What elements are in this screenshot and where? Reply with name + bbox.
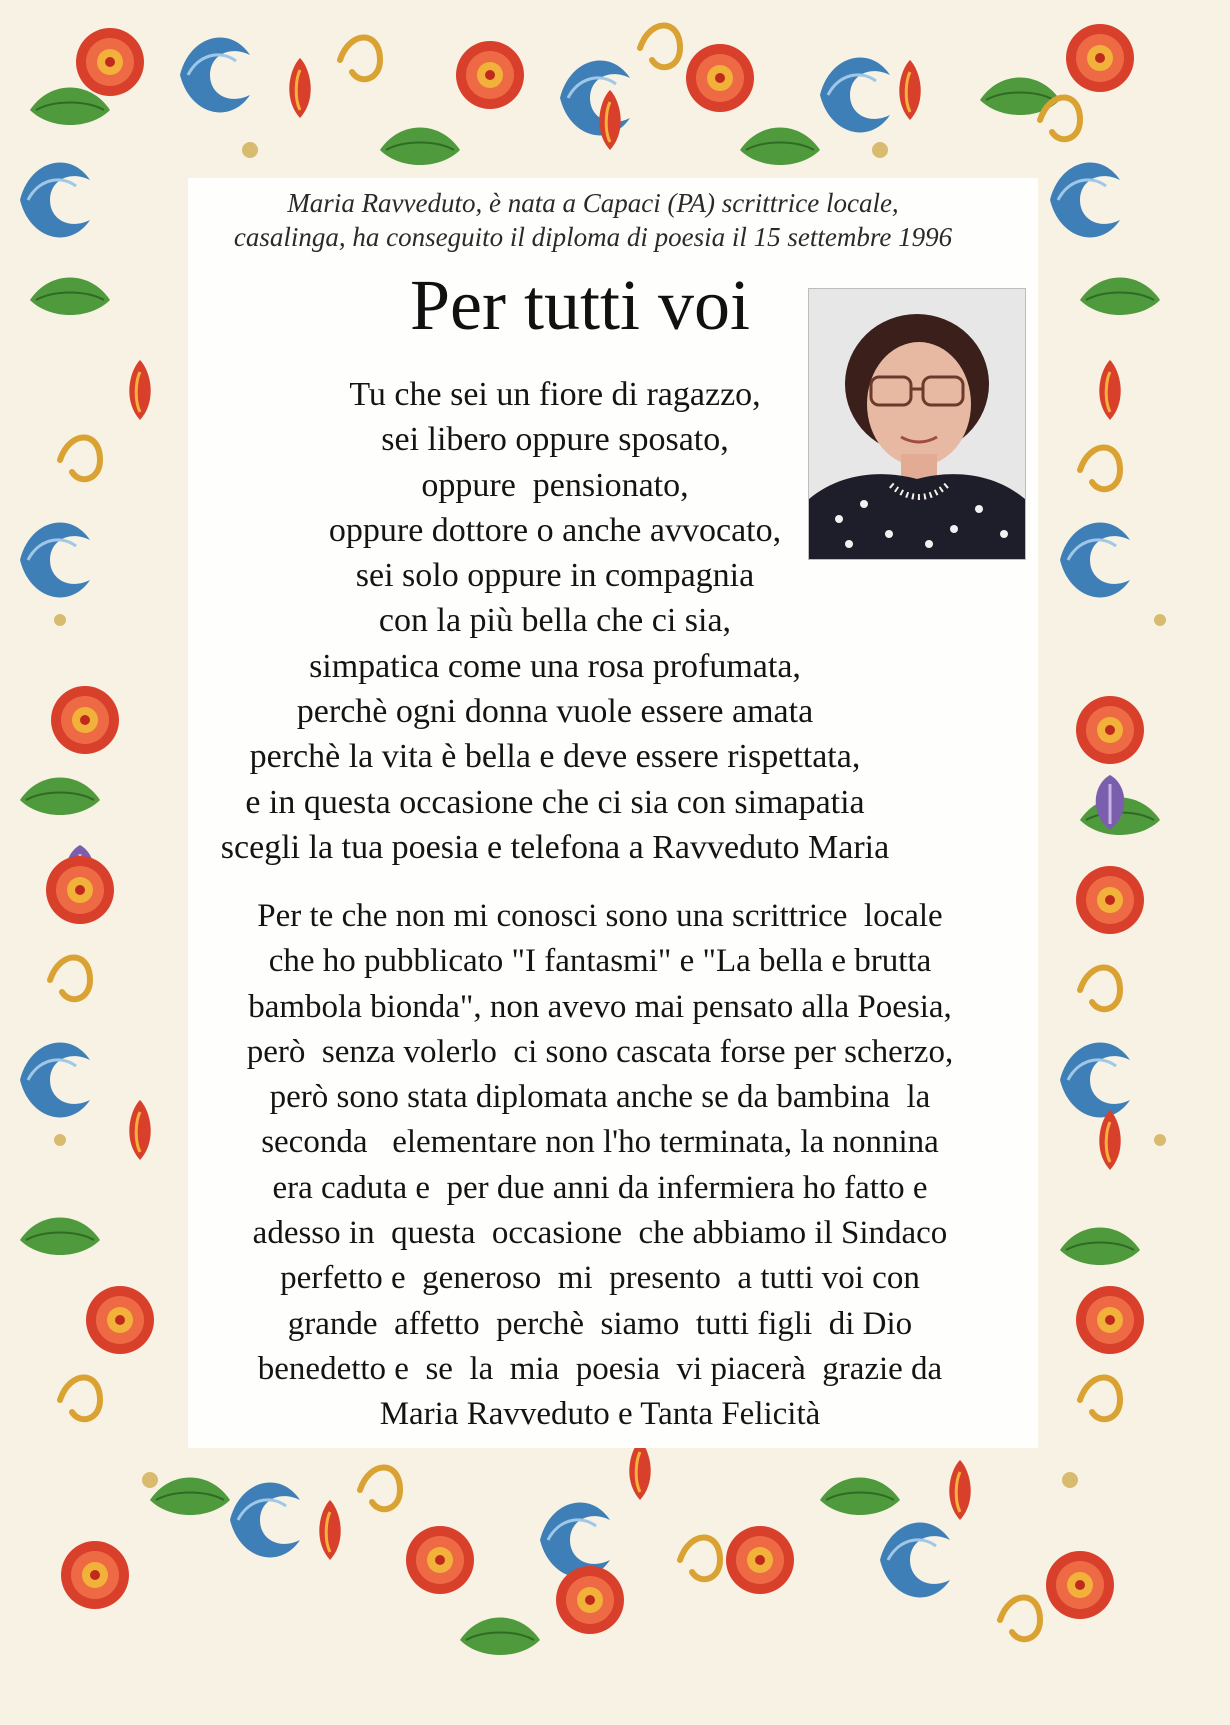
bio-line: però senza volerlo ci sono cascata forse per scherzo, [246, 1033, 954, 1070]
bio-line: bambola bionda", non avevo mai pensato alla Poesia, [248, 988, 952, 1025]
poem-line: perchè ogni donna vuole essere amata [296, 693, 814, 731]
author-intro [188, 186, 998, 254]
poem-line: e in questa occasione che ci sia con simapatia [245, 783, 865, 821]
bio-line: Per te che non mi conosci sono una scrittrice locale [257, 898, 943, 934]
poem-line: sei libero oppure sposato, [381, 421, 729, 459]
author-bio [190, 894, 1010, 1438]
poem-line: con la più bella che ci sia, [378, 602, 732, 640]
bio-line: Maria Ravveduto e Tanta Felicità [379, 1396, 821, 1433]
bio-line: grande affetto perchè siamo tutti figli di Dio [287, 1305, 913, 1342]
bio-line: che ho pubblicato "I fantasmi" e "La bella e brutta [268, 943, 932, 980]
intro-line: Maria Ravveduto, è nata a Capaci (PA) scrittrice locale, [287, 188, 899, 218]
poem-line: simpatica come una rosa profumata, [309, 647, 801, 685]
poem-stanza [160, 372, 950, 870]
bio-line: però sono stata diplomata anche se da bambina la [269, 1079, 931, 1116]
intro-line: casalinga, ha conseguito il diploma di poesia il 15 settembre 1996 [233, 222, 953, 252]
bio-line: era caduta e per due anni da infermiera ho fatto e [272, 1169, 928, 1206]
bio-line: benedetto e se la mia poesia vi piacerà grazie da [257, 1350, 943, 1387]
bio-line: perfetto e generoso mi presento a tutti voi con [280, 1260, 920, 1297]
bio-line: adesso in questa occasione che abbiamo il Sindaco [252, 1215, 948, 1252]
poem-line: scegli la tua poesia e telefona a Ravveduto Maria [220, 828, 890, 866]
poem-title: Per tutti voi [410, 265, 750, 345]
poem-line: Tu che sei un fiore di ragazzo, [349, 376, 761, 413]
poem-line: oppure pensionato, [421, 466, 689, 504]
bio-line: seconda elementare non l'ho terminata, la nonnina [261, 1124, 939, 1161]
poem-line: oppure dottore o anche avvocato, [328, 511, 782, 549]
poem-line: perchè la vita è bella e deve essere rispettata, [249, 738, 861, 776]
poem-line: sei solo oppure in compagnia [355, 557, 755, 595]
